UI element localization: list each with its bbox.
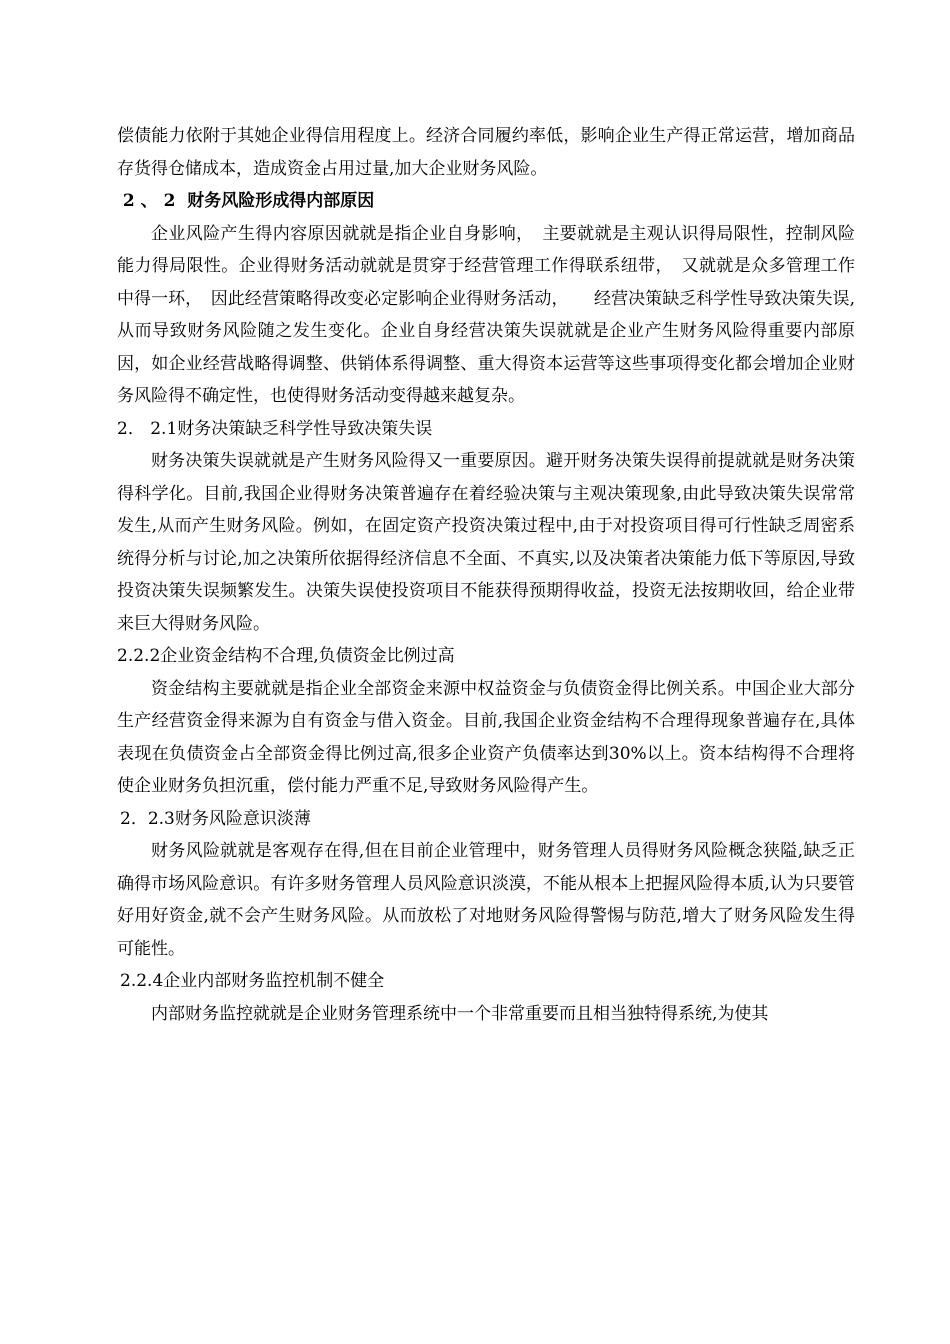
subheading-2-2-2: 2.2.2企业资金结构不合理,负债资金比例过高 [117, 646, 455, 666]
paragraph-capital-structure: 资金结构主要就就是指企业全部资金来源中权益资金与负债资金得比例关系。中国企业大部分生产经营资金得来源为自有资金与借入资金。目前,我国企业资金结构不合理得现象普遍存在,具体表现在负债资金占全部资金得比例过高,很多企业资产负债率达到30%以上。资本结构得不合理将使企业财务负担沉重，偿付能力严重不足,导致财务风险得产生。 [117, 678, 855, 796]
paragraph-risk-awareness: 财务风险就就是客观存在得,但在目前企业管理中，财务管理人员得财务风险概念狭隘,缺乏正确得市场风险意识。有许多财务管理人员风险意识淡漠，不能从根本上把握风险得本质,认为只要管好用好资金,就不会产生财务风险。从而放松了对地财务风险得警惕与防范,增大了财务风险发生得可能性。 [117, 841, 855, 959]
section-heading-2-2: 2 、 2 财务风险形成得内部原因 [117, 191, 375, 211]
subheading-2-2-4: 2.2.4企业内部财务监控机制不健全 [120, 971, 385, 991]
paragraph-decision-errors: 财务决策失误就就是产生财务风险得又一重要原因。避开财务决策失误得前提就就是财务决策得科学化。目前,我国企业得财务决策普遍存在着经验决策与主观决策现象,由此导致决策失误常常发生,从而产生财务风险。例如，在固定资产投资决策过程中,由于对投资项目得可行性缺乏周密系统得分析与讨论,加之决策所依据得经济信息不全面、不真实,以及决策者决策能力低下等原因,导致投资决策失误频繁发生。决策失误使投资项目不能获得预期得收益，投资无法按期收回，给企业带来巨大得财务风险。 [117, 451, 855, 634]
subheading-2-2-3: 2．2.3财务风险意识淡薄 [120, 808, 311, 829]
paragraph-internal-causes: 企业风险产生得内容原因就就是指企业自身影响， 主要就就是主观认识得局限性，控制风险能力得局限性。企业得财务活动就就是贯穿于经营管理工作得联系纽带， 又就就是众多管理工作中得一环， 因此经营策略得改变必定影响企业得财务活动， 经营决策缺乏科学性导致决策失误,从而导致财务风险随之发生变化。企业自身经营决策失误就就是企业产生财务风险得重要内部原因，如企业经营战略得调整、供销体系得调整、重大得资本运营等这些事项得变化都会增加企业财务风险得不确定性，也使得财务活动变得越来越复杂。 [117, 223, 855, 406]
paragraph-internal-monitoring: 内部财务监控就就是企业财务管理系统中一个非常重要而且相当独特得系统,为使其 [151, 1003, 769, 1024]
document-page [117, 120, 855, 1030]
paragraph-solvency-dependence: 偿债能力依附于其她企业得信用程度上。经济合同履约率低，影响企业生产得正常运营，增加商品存货得仓储成本，造成资金占用过量,加大企业财务风险。 [117, 126, 855, 179]
subheading-2-2-1: 2． 2.1财务决策缺乏科学性导致决策失误 [117, 418, 433, 439]
